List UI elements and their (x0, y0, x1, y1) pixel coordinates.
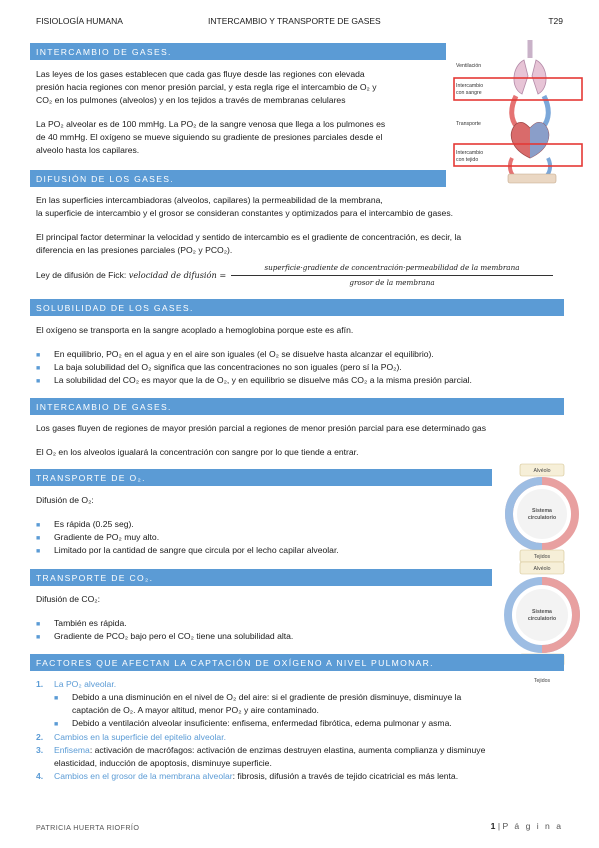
section-heading-co2-transport: TRANSPORTE DE CO₂. (30, 569, 492, 586)
label-transport: Transporte (456, 121, 481, 127)
paragraph-line: Los gases fluyen de regiones de mayor presión parcial a regiones de menor presión parcial para ese determinado gas (36, 423, 487, 433)
page-separator: | (497, 821, 501, 831)
bullet-text: En equilibrio, PO₂ en el agua y en el aire son iguales (el O₂ se disuelve hasta alcanzar el equilibrio). (54, 349, 434, 359)
fraction-line (231, 275, 553, 276)
label-alveolus: Alvéolo (533, 566, 551, 572)
section-heading-gas-exchange: INTERCAMBIO DE GASES. (30, 43, 446, 60)
bullet-icon: ■ (36, 352, 41, 359)
label-exchange-blood-1: Intercambio (456, 83, 484, 89)
bullet-text: Debido a una disminución en el nivel de O₂ del aire: si el gradiente de presión disminuye, disminuye la (72, 692, 462, 702)
paragraph-line: El O₂ en los alveolos igualará la concentración con sangre por lo que tiende a entrar. (36, 447, 359, 457)
label-circulatory-1: Sistema (532, 508, 552, 514)
paragraph-line: elasticidad, inducción de apoptosis, disminuye superficie. (54, 758, 272, 768)
section-heading-o2-transport: TRANSPORTE DE O₂. (30, 469, 492, 486)
bullet-icon: ■ (36, 365, 41, 372)
bullet-icon: ■ (54, 721, 59, 728)
bullet-icon: ■ (36, 634, 41, 641)
label-alveolus: Alvéolo (533, 468, 551, 474)
circulation-diagram-o2 (500, 462, 584, 566)
section-heading-factors: FACTORES QUE AFECTAN LA CAPTACIÓN DE OXÍGENO A NIVEL PULMONAR. (30, 654, 564, 671)
section-heading-diffusion: DIFUSIÓN DE LOS GASES. (30, 170, 446, 187)
page-word: P á g i n a (502, 821, 563, 831)
paragraph-line: CO₂ en los pulmones (alveolos) y en los tejidos a través de membranas celulares (36, 95, 346, 105)
bullet-icon: ■ (36, 621, 41, 628)
paragraph-line: la superficie de intercambio y el grosor se consideran constantes y optimizados para el intercambio de gases. (36, 208, 454, 218)
numbered-item (36, 678, 116, 690)
paragraph-line: Difusión de O₂: (36, 495, 94, 505)
sub-bullet-item (54, 717, 452, 731)
bullet-item (36, 630, 293, 644)
bullet-item (36, 544, 339, 558)
section-heading-solubility: SOLUBILIDAD DE LOS GASES. (30, 299, 564, 316)
label-circulatory-2: circulatorio (527, 616, 557, 622)
item-number: 3. (36, 745, 44, 755)
fick-fraction (231, 262, 553, 290)
paragraph-line: captación de O₂. A mayor altitud, menor PO₂ y aire contaminado. (72, 705, 319, 715)
bullet-text: La baja solubilidad del O₂ significa que las concentraciones no son iguales (pero sí la PO₂). (54, 362, 402, 372)
bullet-icon: ■ (36, 535, 41, 542)
numbered-item (36, 731, 226, 743)
paragraph-line: alveolo hasta los capilares. (36, 145, 140, 155)
item-heading: Enfisema (54, 745, 90, 755)
label-exchange-tissue-1: Intercambio (456, 150, 484, 156)
paragraph-line: Las leyes de los gases establecen que cada gas fluye desde las regiones con elevada (36, 69, 365, 79)
fick-numerator: superficie·gradiente de concentración·permeabilidad de la membrana (264, 263, 520, 272)
paragraph-line: Difusión de CO₂: (36, 594, 100, 604)
header-unit: T29 (548, 16, 563, 26)
paragraph-line: El principal factor determinar la velocidad y sentido de intercambio es el gradiente de concentración, es decir, la (36, 232, 462, 242)
bullet-item (36, 374, 472, 388)
bullet-text: Debido a ventilación alveolar insuficiente: enfisema, enfermedad fibrótica, edema pulmonar y asma. (72, 718, 452, 728)
label-ventilation: Ventilación (456, 63, 482, 69)
bullet-icon: ■ (36, 548, 41, 555)
footer-author: PATRICIA HUERTA RIOFRÍO (36, 823, 140, 832)
respiration-diagram (452, 36, 584, 186)
item-number: 1. (36, 679, 44, 689)
label-tissues: Tejidos (533, 678, 551, 684)
bullet-text: Gradiente de PO₂ muy alto. (54, 532, 160, 542)
paragraph-line: La PO₂ alveolar es de 100 mmHg. La PO₂ de la sangre venosa que llega a los pulmones es (36, 119, 386, 129)
bullet-text: Es rápida (0.25 seg). (54, 519, 134, 529)
label-circulatory-1: Sistema (532, 609, 552, 615)
numbered-item (36, 744, 485, 756)
bullet-text: Limitado por la cantidad de sangre que circula por el lecho capilar alveolar. (54, 545, 339, 555)
fick-law (36, 269, 226, 281)
bullet-icon: ■ (36, 522, 41, 529)
label-exchange-blood-2: con sangre (456, 90, 482, 96)
footer-page (491, 820, 563, 832)
label-exchange-tissue-2: con tejido (456, 157, 479, 163)
numbered-item (36, 770, 458, 782)
paragraph-line: diferencia en las presiones parciales (PO₂ y PCO₂). (36, 245, 233, 255)
fick-law-label: Ley de difusión de Fick: (36, 270, 127, 280)
page-number: 1 (490, 821, 496, 831)
label-tissues: Tejidos (533, 554, 551, 560)
bullet-icon: ■ (54, 695, 59, 702)
label-circulatory-2: circulatorio (527, 515, 557, 521)
paragraph-line: de 40 mmHg. El oxígeno se mueve siguiendo su gradiente de presiones parciales desde el (36, 132, 383, 142)
bullet-text: La solubilidad del CO₂ es mayor que la de O₂, y en equilibrio se disuelve más CO₂ a la misma presión parcial. (54, 375, 472, 385)
paragraph-line: presión hacia regiones con menor presión parcial, y esta regla rige el intercambio de O₂ y (36, 82, 377, 92)
item-heading: Cambios en el grosor de la membrana alveolar (54, 771, 233, 781)
fick-law-lhs: velocidad de difusión = (128, 270, 227, 280)
header-subject: FISIOLOGÍA HUMANA (36, 16, 123, 26)
fick-denominator: grosor de la membrana (349, 278, 435, 288)
item-heading: Cambios en la superficie del epitelio alveolar. (54, 732, 226, 742)
paragraph-line: El oxígeno se transporta en la sangre acoplado a hemoglobina porque este es afín. (36, 325, 354, 335)
paragraph-line: En las superficies intercambiadoras (alveolos, capilares) la permeabilidad de la membrana, (36, 195, 383, 205)
page-header (36, 15, 563, 29)
item-number: 2. (36, 732, 44, 742)
bullet-text: Gradiente de PCO₂ bajo pero el CO₂ tiene una solubilidad alta. (54, 631, 294, 641)
bullet-text: También es rápida. (54, 618, 127, 628)
item-number: 4. (36, 771, 44, 781)
item-text: : fibrosis, difusión a través de tejido cicatricial es más lenta. (232, 771, 459, 781)
section-heading-gas-exchange-2: INTERCAMBIO DE GASES. (30, 398, 564, 415)
bullet-icon: ■ (36, 378, 41, 385)
item-text: : activación de macrófagos: activación de enzimas destruyen elastina, aumenta complianza y disminuye (89, 745, 486, 755)
header-topic: INTERCAMBIO Y TRANSPORTE DE GASES (208, 16, 381, 26)
item-heading: La PO₂ alveolar. (54, 679, 117, 689)
